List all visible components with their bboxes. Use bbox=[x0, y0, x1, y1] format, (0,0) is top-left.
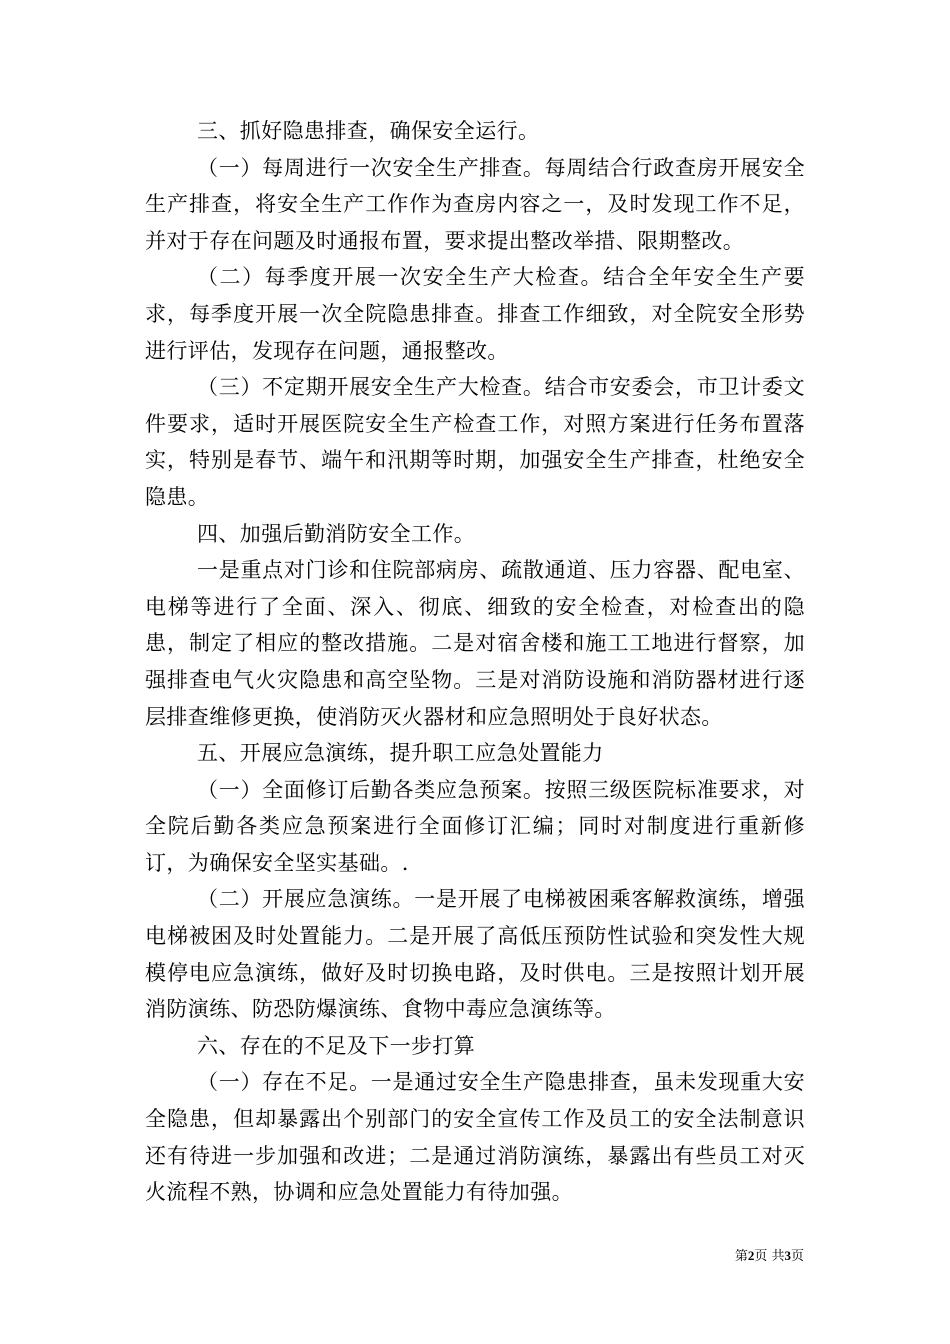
section-heading-3: 三、抓好隐患排查，确保安全运行。 bbox=[197, 119, 540, 143]
paragraph-quarterly-check: （二）每季度开展一次安全生产大检查。结合全年安全生产要求，每季度开展一次全院隐患排查。排查工作细致，对全院安全形势进行评估，发现存在问题，通报整改。 bbox=[145, 265, 805, 363]
paragraph-fire-safety: 一是重点对门诊和住院部病房、疏散通道、压力容器、配电室、电梯等进行了全面、深入、彻底、细致的安全检查，对检查出的隐患，制定了相应的整改措施。二是对宿舍楼和施工工地进行督察，加强排查电气火灾隐患和高空坠物。三是对消防设施和消防器材进行逐层排查维修更换，使消防灭火器材和应急照明处于良好状态。 bbox=[145, 558, 805, 729]
paragraph-irregular-check: （三）不定期开展安全生产大检查。结合市安委会，市卫计委文件要求，适时开展医院安全生产检查工作，对照方案进行任务布置落实，特别是春节、端午和汛期等时期，加强安全生产排查，杜绝安全隐患。 bbox=[145, 375, 805, 509]
section-heading-4: 四、加强后勤消防安全工作。 bbox=[197, 521, 476, 546]
section-heading-5: 五、开展应急演练，提升职工应急处置能力 bbox=[197, 741, 604, 766]
footer-prefix: 第 bbox=[734, 1249, 748, 1264]
section-heading-6: 六、存在的不足及下一步打算 bbox=[197, 1033, 476, 1058]
total-pages-number: 3 bbox=[784, 1248, 791, 1263]
document-body bbox=[145, 113, 805, 1211]
page-number-footer bbox=[735, 1247, 804, 1266]
paragraph-emergency-plans: （一）全面修订后勤各类应急预案。按照三级医院标准要求，对全院后勤各类应急预案进行全面修订汇编；同时对制度进行重新修订，为确保安全坚实基础。. bbox=[145, 777, 805, 875]
paragraph-emergency-drills: （二）开展应急演练。一是开展了电梯被困乘客解救演练，增强电梯被困及时处置能力。二是开展了高低压预防性试验和突发性大规模停电应急演练，做好及时切换电路，及时供电。三是按照计划开展消防演练、防恐防爆演练、食物中毒应急演练等。 bbox=[145, 887, 805, 1022]
footer-suffix: 页 bbox=[790, 1249, 804, 1264]
paragraph-shortcomings: （一）存在不足。一是通过安全生产隐患排查，虽未发现重大安全隐患，但却暴露出个别部门的安全宣传工作及员工的安全法制意识还有待进一步加强和改进；二是通过消防演练，暴露出有些员工对灭火流程不熟，协调和应急处置能力有待加强。 bbox=[145, 1070, 805, 1205]
paragraph-weekly-check: （一）每周进行一次安全生产排查。每周结合行政查房开展安全生产排查，将安全生产工作作为查房内容之一，及时发现工作不足，并对于存在问题及时通报布置，要求提出整改举措、限期整改。 bbox=[145, 155, 805, 253]
footer-middle: 页 共 bbox=[754, 1249, 785, 1264]
current-page-number: 2 bbox=[747, 1248, 755, 1263]
